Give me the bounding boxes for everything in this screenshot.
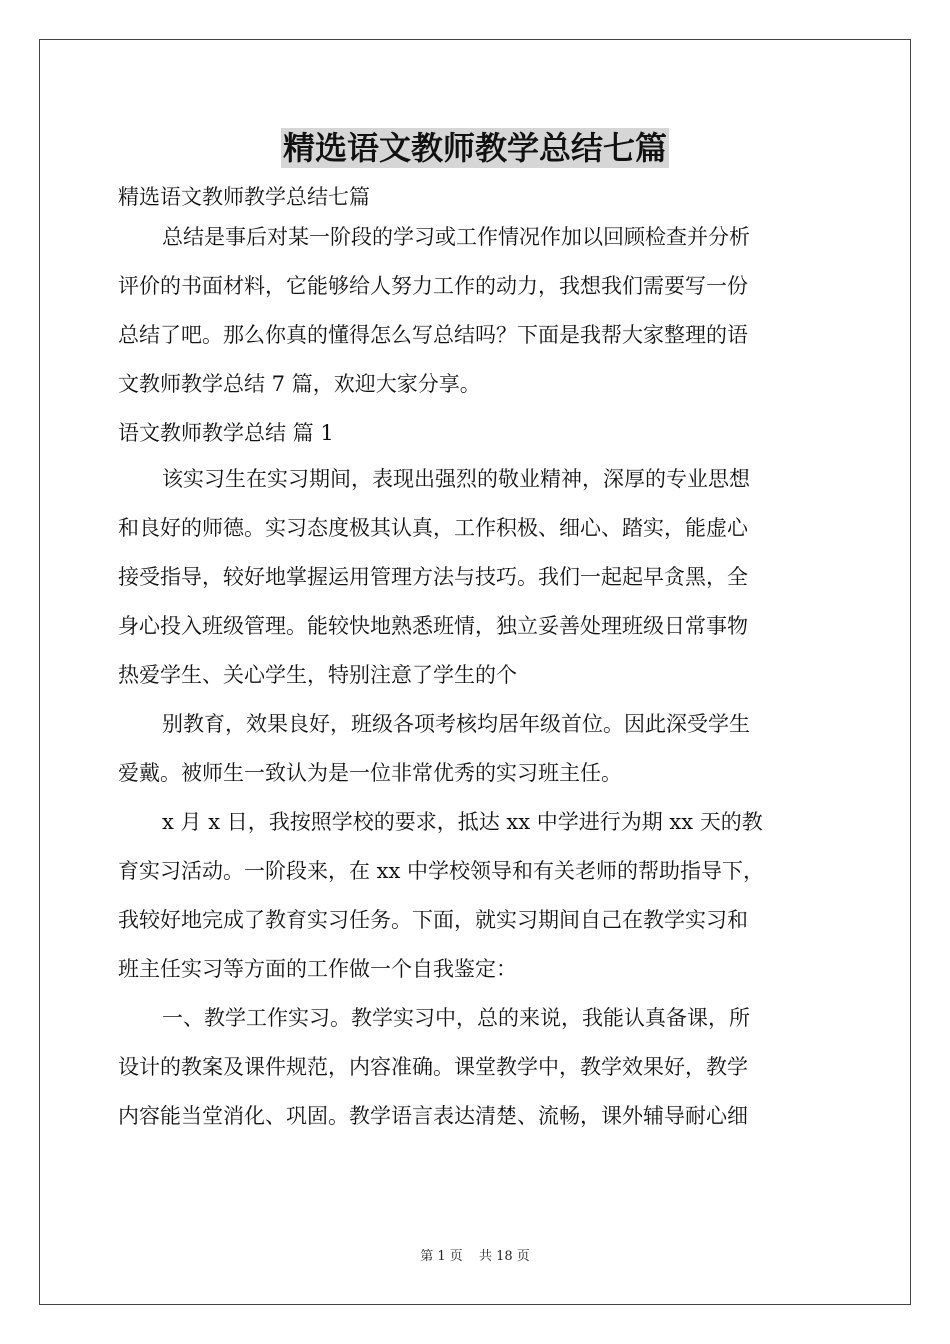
document-title: 精选语文教师教学总结七篇 — [282, 129, 667, 167]
paragraph-line: 班主任实习等方面的工作做一个自我鉴定： — [118, 957, 517, 981]
paragraph-line: 该实习生在实习期间，表现出强烈的敬业精神，深厚的专业思想 — [162, 467, 750, 491]
paragraph-line: 接受指导，较好地掌握运用管理方法与技巧。我们一起起早贪黑，全 — [118, 565, 748, 589]
body-paragraph-3 — [118, 805, 836, 986]
paragraph-line: 热爱学生、关心学生，特别注意了学生的个 — [118, 663, 517, 687]
paragraph-line: x 月 x 日，我按照学校的要求，抵达 xx 中学进行为期 xx 天的教 — [162, 810, 763, 834]
page-number: 第 1 页 — [420, 1249, 463, 1264]
title-block — [0, 128, 950, 168]
section-heading: 语文教师教学总结 篇 1 — [118, 421, 334, 445]
body-paragraph-1 — [118, 462, 836, 692]
body-paragraph-2 — [118, 707, 836, 790]
paragraph-line: 爱戴。被师生一致认为是一位非常优秀的实习班主任。 — [118, 761, 622, 785]
paragraph-line: 文教师教学总结 7 篇，欢迎大家分享。 — [118, 372, 481, 396]
paragraph-line: 一、教学工作实习。教学实习中，总的来说，我能认真备课，所 — [162, 1006, 750, 1030]
paragraph-line: 身心投入班级管理。能较快地熟悉班情，独立妥善处理班级日常事物 — [118, 614, 748, 638]
page-footer — [0, 1245, 950, 1264]
page-total: 共 18 页 — [478, 1249, 530, 1264]
paragraph-line: 设计的教案及课件规范，内容准确。课堂教学中，教学效果好，教学 — [118, 1055, 748, 1079]
paragraph-line: 内容能当堂消化、巩固。教学语言表达清楚、流畅，课外辅导耐心细 — [118, 1104, 748, 1128]
body-paragraph-4 — [118, 1001, 836, 1133]
document-body — [118, 180, 836, 1148]
intro-paragraph — [118, 220, 836, 401]
paragraph-line: 育实习活动。一阶段来，在 xx 中学校领导和有关老师的帮助指导下， — [118, 859, 765, 883]
paragraph-line: 和良好的师德。实习态度极其认真，工作积极、细心、踏实，能虚心 — [118, 516, 748, 540]
paragraph-line: 我较好地完成了教育实习任务。下面，就实习期间自己在教学实习和 — [118, 908, 748, 932]
document-subtitle: 精选语文教师教学总结七篇 — [118, 185, 370, 209]
paragraph-line: 总结是事后对某一阶段的学习或工作情况作加以回顾检查并分析 — [162, 225, 750, 249]
paragraph-line: 别教育，效果良好，班级各项考核均居年级首位。因此深受学生 — [162, 712, 750, 736]
paragraph-line: 评价的书面材料，它能够给人努力工作的动力，我想我们需要写一份 — [118, 274, 748, 298]
paragraph-line: 总结了吧。那么你真的懂得怎么写总结吗？下面是我帮大家整理的语 — [118, 323, 748, 347]
